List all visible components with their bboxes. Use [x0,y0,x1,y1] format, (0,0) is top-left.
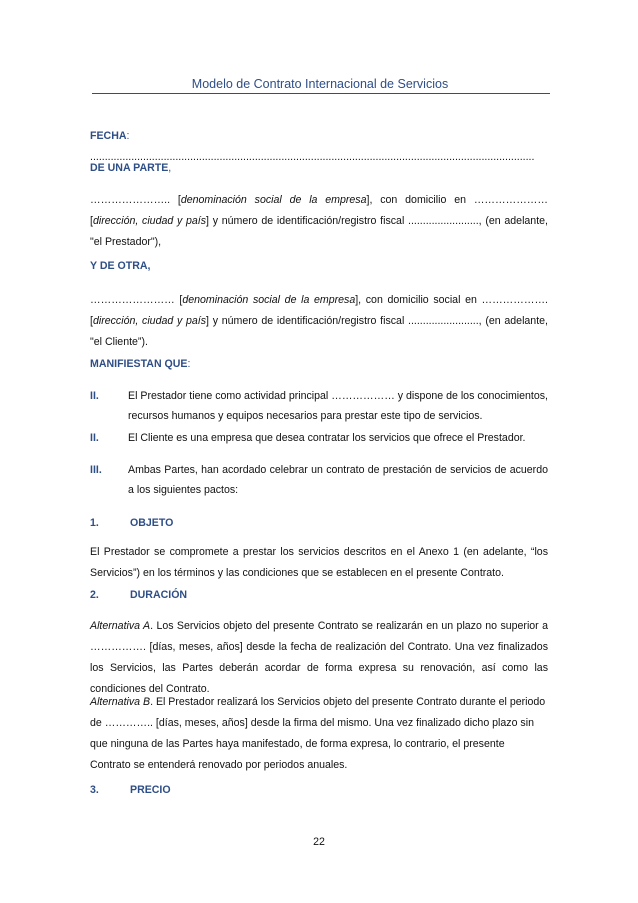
parte1-denominacion: denominación social de la empresa [180,194,367,206]
parte1-registro: y número de identificación/registro fiscal ........................, (en adelante, "el Prestador"), [90,215,548,248]
manifiestan-heading [90,354,548,375]
parte1-blank: ………………….. [90,194,171,206]
manifiestan-colon: : [187,358,191,370]
section-title: DURACIÓN [130,589,188,601]
list-item-number: II. [90,432,99,444]
alternativa-b-text: . El Prestador realizará los Servicios objeto del presente Contrato durante el periodo de ………….. [días, meses, años] desde la firma del mismo. Una vez finalizado dicho plazo sin que ninguna de las Partes haya manifestado, de forma expresa, lo contrario, el presente Contrato se entenderá renovado por periodos anuales. [90,696,546,771]
alternativa-b-paragraph [90,692,548,776]
section-number: 3. [90,784,99,796]
fecha-dots: ....................................................................................................................................................... [90,151,535,163]
alternativa-a-label: Alternativa A [90,620,151,632]
fecha-colon: : [126,130,130,142]
section-heading-objeto [90,517,173,529]
parte2-registro: y número de identificación/registro fiscal ........................, (en adelante, "el Cliente”). [90,315,548,348]
section-title: PRECIO [130,784,171,796]
document-title: Modelo de Contrato Internacional de Servicios [191,77,449,91]
list-item [90,428,548,448]
parte1-heading-comma: , [168,162,172,174]
alternativa-b-label: Alternativa B [90,696,151,708]
parte2-blank: …………………… [90,294,175,306]
parte1-direccion: dirección, ciudad y país [92,215,207,227]
manifiestan-label: MANIFIESTAN QUE [90,358,188,370]
objeto-paragraph: El Prestador se compromete a prestar los servicios descritos en el Anexo 1 (en adelante, “los Servicios”) en los términos y las condiciones que se establecen en el presente Contrato. [90,546,548,579]
list-item-text: El Cliente es una empresa que desea contratar los servicios que ofrece el Prestador. [128,432,526,444]
parte2-denominacion: denominación social de la empresa [182,294,356,306]
parte1-heading [90,158,548,179]
list-item-text: El Prestador tiene como actividad principal ……………… y dispone de los conocimientos, recursos humanos y equipos necesarios para prestar este tipo de servicios. [128,390,548,422]
list-item-number: II. [90,390,99,402]
list-item-number: III. [90,464,102,476]
parte1-heading-text: DE UNA PARTE [90,162,169,174]
parte2-direccion: dirección, ciudad y país [92,315,207,327]
title-underline [92,93,550,94]
section-heading-duracion [90,589,187,601]
list-item [90,460,548,500]
section-title: OBJETO [130,517,174,529]
section-number: 2. [90,589,99,601]
list-item-text: Ambas Partes, han acordado celebrar un contrato de prestación de servicios de acuerdo a los siguientes pactos: [128,464,548,496]
fecha-label: FECHA [90,130,127,142]
parte2-domicilio: , con domicilio social en ………………. [358,294,548,306]
alternativa-a-paragraph [90,616,548,700]
list-item [90,386,548,426]
section-number: 1. [90,517,99,529]
parte1-paragraph: ………………….. [denominación social de la empresa], con domicilio en ………………… [dirección, ciudad y país] y número de identificación/registro fiscal ........................, (en adelante, "el Prestador"), [90,194,548,248]
parte2-paragraph: …………………… [denominación social de la empresa], con domicilio social en ………………. [dirección, ciudad y país] y número de identificación/registro fiscal ........................, (en adelante, "el Cliente”). [90,294,548,348]
parte2-heading: Y DE OTRA, [90,260,151,272]
alternativa-a-text: . Los Servicios objeto del presente Contrato se realizarán en un plazo no superior a ……………. [días, meses, años] desde la fecha de realización del Contrato. Una vez finalizados los Servicios, las Partes deberán acordar de forma expresa su renovación, así como las condiciones del Contrato. [90,620,548,695]
parte1-domicilio: , con domicilio en ………………… [369,194,548,206]
page-number: 22 [313,836,325,848]
section-heading-precio [90,784,171,796]
